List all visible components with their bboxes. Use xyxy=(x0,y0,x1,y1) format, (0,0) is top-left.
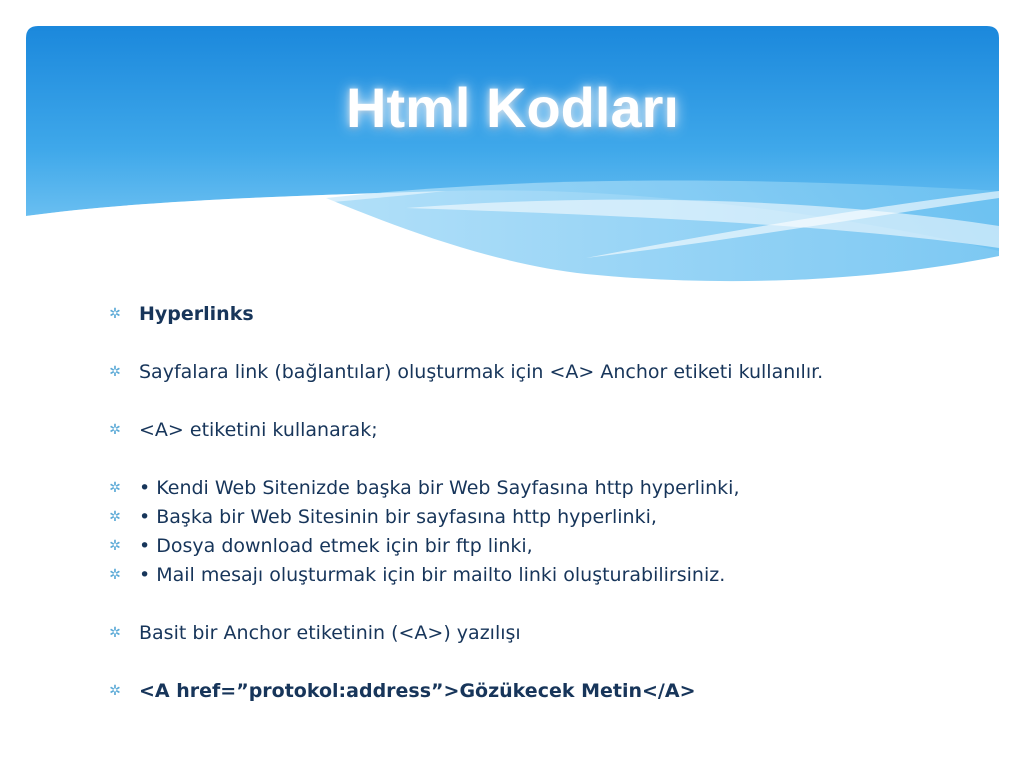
asterisk-bullet-icon: ✲ xyxy=(109,509,121,525)
slide-title: Html Kodları xyxy=(346,76,679,139)
bullet-text: <A> etiketini kullanarak; xyxy=(139,419,378,441)
asterisk-bullet-icon: ✲ xyxy=(109,625,121,641)
bullet-text: • Mail mesajı oluşturmak için bir mailto linki oluşturabilirsiniz. xyxy=(139,564,726,586)
bullet-text: • Başka bir Web Sitesinin bir sayfasına http hyperlinki, xyxy=(139,506,657,528)
header-banner xyxy=(26,26,999,286)
asterisk-bullet-icon: ✲ xyxy=(109,480,121,496)
asterisk-bullet-icon: ✲ xyxy=(109,538,121,554)
asterisk-bullet-icon: ✲ xyxy=(109,683,121,699)
bullet-text: Hyperlinks xyxy=(139,303,254,325)
bullet-text: <A href=”protokol:address”>Gözükecek Metin</A> xyxy=(139,680,696,702)
asterisk-bullet-icon: ✲ xyxy=(109,422,121,438)
asterisk-bullet-icon: ✲ xyxy=(109,306,121,322)
bullet-text: • Dosya download etmek için bir ftp linki, xyxy=(139,535,533,557)
bullet-text: Basit bir Anchor etiketinin (<A>) yazılışı xyxy=(139,622,521,644)
bullet-text: Sayfalara link (bağlantılar) oluşturmak için <A> Anchor etiketi kullanılır. xyxy=(139,361,824,383)
asterisk-bullet-icon: ✲ xyxy=(109,567,121,583)
asterisk-bullet-icon: ✲ xyxy=(109,364,121,380)
bullet-text: • Kendi Web Sitenizde başka bir Web Sayfasına http hyperlinki, xyxy=(139,477,740,499)
